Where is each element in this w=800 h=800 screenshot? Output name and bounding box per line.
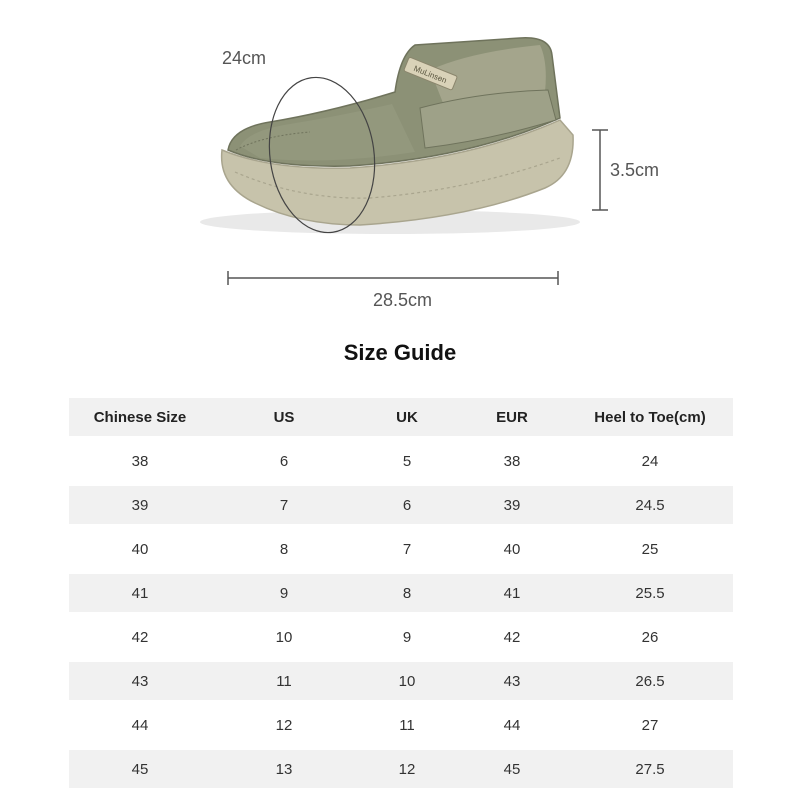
table-cell: 44 (503, 716, 521, 734)
table-row (69, 706, 733, 744)
table-cell: 26 (641, 628, 659, 646)
shoe-illustration (0, 0, 800, 330)
table-cell: 24.5 (635, 496, 665, 514)
table-cell: 12 (398, 760, 416, 778)
table-cell: 13 (275, 760, 293, 778)
table-row (69, 442, 733, 480)
table-cell: 39 (131, 496, 149, 514)
table-header-row (69, 398, 733, 436)
table-cell: 38 (503, 452, 521, 470)
table-cell: 40 (131, 540, 149, 558)
column-header: US (273, 408, 295, 426)
table-row (69, 662, 733, 700)
table-cell: 26.5 (635, 672, 665, 690)
column-header: Chinese Size (93, 408, 187, 426)
table-cell: 39 (503, 496, 521, 514)
table-row (69, 618, 733, 656)
column-header: EUR (496, 408, 528, 426)
table-cell: 38 (131, 452, 149, 470)
table-cell: 42 (503, 628, 521, 646)
table-cell: 43 (503, 672, 521, 690)
table-cell: 11 (276, 672, 292, 690)
table-cell: 10 (275, 628, 293, 646)
table-row (69, 530, 733, 568)
table-cell: 12 (275, 716, 293, 734)
heel-height-label: 3.5cm (610, 160, 660, 180)
brand-tag-text: MuLinsen (412, 63, 448, 86)
table-cell: 40 (503, 540, 521, 558)
table-cell: 8 (279, 540, 289, 558)
table-cell: 45 (503, 760, 521, 778)
table-row (69, 574, 733, 612)
table-cell: 41 (131, 584, 149, 602)
table-cell: 11 (399, 716, 415, 734)
table-cell: 7 (402, 540, 412, 558)
page-title: Size Guide (343, 340, 457, 365)
column-header: UK (396, 408, 418, 426)
table-cell: 24 (641, 452, 659, 470)
table-row (69, 486, 733, 524)
table-row (69, 750, 733, 788)
table-cell: 41 (503, 584, 521, 602)
table-cell: 25.5 (635, 584, 665, 602)
circumference-label: 24cm (222, 48, 267, 68)
table-cell: 27.5 (635, 760, 665, 778)
table-cell: 25 (641, 540, 659, 558)
table-cell: 43 (131, 672, 149, 690)
table-cell: 8 (402, 584, 412, 602)
column-header: Heel to Toe(cm) (594, 408, 706, 426)
table-cell: 7 (279, 496, 289, 514)
table-cell: 6 (279, 452, 289, 470)
table-cell: 44 (131, 716, 149, 734)
table-cell: 27 (641, 716, 659, 734)
table-cell: 9 (279, 584, 289, 602)
table-cell: 9 (402, 628, 412, 646)
table-cell: 10 (398, 672, 416, 690)
table-cell: 5 (402, 452, 412, 470)
table-cell: 42 (131, 628, 149, 646)
length-label: 28.5cm (373, 290, 433, 310)
table-cell: 45 (131, 760, 149, 778)
table-cell: 6 (402, 496, 412, 514)
size-table (69, 398, 733, 794)
shoe-figure (0, 0, 800, 330)
